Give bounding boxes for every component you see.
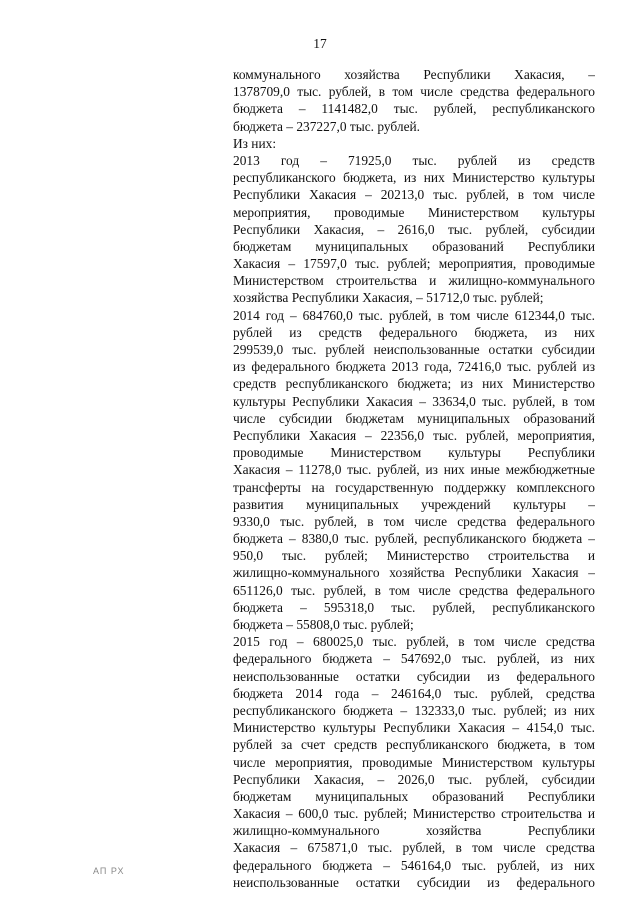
- document-body: [233, 66, 595, 891]
- text-line: бюджета – 1141482,0 тыс. рублей, республиканского: [233, 101, 595, 117]
- text-line: республиканского бюджета – 132333,0 тыс. рублей; из них: [233, 702, 595, 718]
- text-line: Хакасия – 600,0 тыс. рублей; Министерство строительства и: [233, 806, 595, 822]
- text-line: неиспользованные остатки субсидии из федерального: [233, 668, 595, 684]
- text-line: хозяйства Республики Хакасия, – 51712,0 тыс. рублей;: [233, 290, 544, 306]
- text-line: проводимые Министерством культуры Республики: [233, 445, 595, 461]
- text-line: 9330,0 тыс. рублей, в том числе средства федерального: [233, 513, 595, 529]
- text-line: из федерального бюджета 2013 года, 72416,0 тыс. рублей из: [233, 359, 595, 375]
- text-line: 299539,0 тыс. рублей неиспользованные остатки субсидии: [233, 342, 595, 357]
- text-line: Из них:: [233, 135, 277, 151]
- page-number: 17: [313, 36, 327, 51]
- text-line: бюджетам муниципальных образований Республики: [233, 238, 595, 254]
- text-line: Республики Хакасия – 22356,0 тыс. рублей, мероприятия,: [233, 427, 595, 443]
- text-line: 950,0 тыс. рублей; Министерство строительства и: [233, 548, 595, 564]
- text-line: средств республиканского бюджета; из них Министерство: [233, 376, 595, 392]
- text-line: жилищно-коммунального хозяйства Республики: [233, 823, 595, 839]
- text-line: федерального бюджета – 547692,0 тыс. рублей, из них: [233, 651, 595, 667]
- text-line: неиспользованные остатки субсидии из федерального: [233, 874, 595, 890]
- text-line: мероприятия, проводимые Министерством культуры: [233, 204, 595, 220]
- text-line: числе мероприятия, проводимые Министерством культуры: [233, 754, 595, 770]
- text-line: трансферты на государственную поддержку комплексного: [233, 479, 595, 495]
- text-line: Республики Хакасия, – 2616,0 тыс. рублей, субсидии: [233, 221, 595, 237]
- text-line: бюджета – 8380,0 тыс. рублей, республиканского бюджета –: [233, 531, 595, 547]
- text-line: федерального бюджета – 546164,0 тыс. рублей, из них: [233, 857, 595, 873]
- text-line: 2013 год – 71925,0 тыс. рублей из средств: [233, 152, 595, 168]
- text-line: Хакасия – 675871,0 тыс. рублей, в том числе средства: [233, 840, 595, 856]
- text-line: Министерством строительства и жилищно-коммунального: [233, 273, 595, 289]
- text-line: Республики Хакасия – 20213,0 тыс. рублей, в том числе: [233, 187, 595, 203]
- text-line: Хакасия – 11278,0 тыс. рублей, из них иные межбюджетные: [233, 462, 595, 478]
- text-line: 1378709,0 тыс. рублей, в том числе средства федерального: [233, 84, 595, 100]
- text-line: жилищно-коммунального хозяйства Республики Хакасия –: [233, 565, 595, 581]
- text-line: республиканского бюджета, из них Министерство культуры: [233, 170, 595, 186]
- footer-mark: АП РХ: [93, 866, 125, 876]
- text-line: Республики Хакасия, – 2026,0 тыс. рублей, субсидии: [233, 771, 595, 787]
- text-line: бюджета – 237227,0 тыс. рублей.: [233, 118, 421, 134]
- text-line: 2014 год – 684760,0 тыс. рублей, в том числе 612344,0 тыс.: [233, 307, 595, 323]
- text-line: развития муниципальных учреждений культуры –: [233, 496, 595, 512]
- text-line: рублей за счет средств республиканского бюджета, в том: [233, 737, 595, 753]
- text-line: 2015 год – 680025,0 тыс. рублей, в том числе средства: [233, 634, 595, 650]
- text-line: рублей из средств федерального бюджета, из них: [233, 324, 595, 340]
- text-line: бюджетам муниципальных образований Республики: [233, 788, 595, 804]
- text-line: 651126,0 тыс. рублей, в том числе средства федерального: [233, 582, 595, 598]
- text-line: числе субсидии бюджетам муниципальных образований: [233, 410, 595, 426]
- text-line: коммунального хозяйства Республики Хакасия, –: [233, 67, 595, 82]
- text-line: бюджета – 595318,0 тыс. рублей, республиканского: [233, 599, 595, 615]
- text-line: Хакасия – 17597,0 тыс. рублей; мероприятия, проводимые: [233, 256, 595, 272]
- text-line: культуры Республики Хакасия – 33634,0 тыс. рублей, в том: [233, 393, 595, 409]
- text-line: Министерство культуры Республики Хакасия – 4154,0 тыс.: [233, 720, 595, 736]
- text-line: бюджета 2014 года – 246164,0 тыс. рублей, средства: [233, 685, 595, 701]
- text-line: бюджета – 55808,0 тыс. рублей;: [233, 617, 414, 632]
